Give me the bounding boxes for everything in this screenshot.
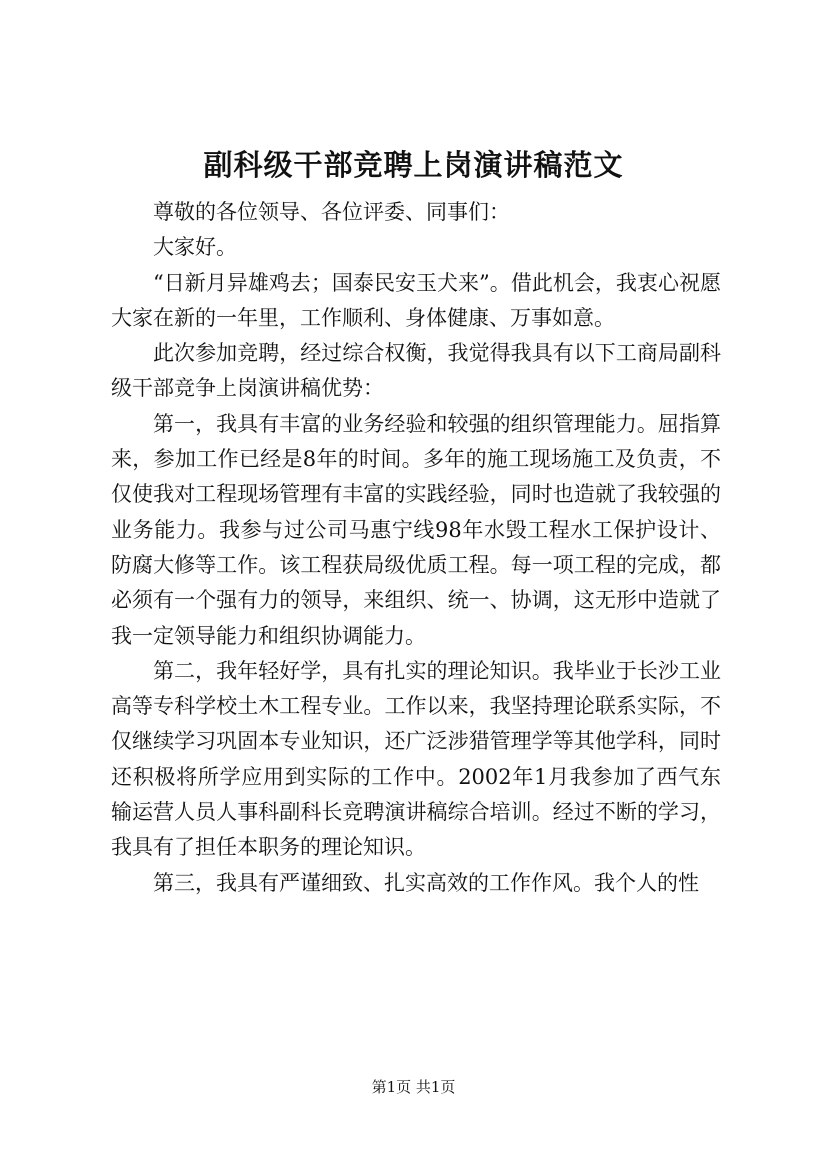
salutation-paragraph: 尊敬的各位领导、各位评委、同事们： — [153, 200, 510, 224]
document-title: 副科级干部竞聘上岗演讲稿范文 — [203, 148, 624, 182]
third-point-paragraph: 第三，我具有严谨细致、扎实高效的工作作风。我个人的性 — [153, 870, 699, 895]
first-point-paragraph: 第一，我具有丰富的业务经验和较强的组织管理能力。屈指算来，参加工作已经是8年的时间。多年的施工现场施工及负责，不仅使我对工程现场管理有丰富的实践经验，同时也造就了我较强的业务能力。我参与过公司马惠宁线98年水毁工程水工保护设计、防腐大修等工作。该工程获局级优质工程。每一项工程的完成，都必须有一个强有力的领导，来组织、统一、协调，这无形中造就了我一定领导能力和组织协调能力。 — [111, 411, 721, 648]
wishes-paragraph: “日新月异雄鸡去；国泰民安玉犬来”。借此机会，我衷心祝愿大家在新的一年里，工作顺利、身体健康、万事如意。 — [111, 270, 721, 330]
intro-paragraph: 此次参加竞聘，经过综合权衡，我觉得我具有以下工商局副科级干部竞争上岗演讲稿优势： — [111, 341, 721, 401]
greeting-paragraph: 大家好。 — [153, 235, 237, 260]
second-point-paragraph: 第二，我年轻好学，具有扎实的理论知识。我毕业于长沙工业高等专科学校土木工程专业。工作以来，我坚持理论联系实际，不仅继续学习巩固本专业知识，还广泛涉猎管理学等其他学科，同时还积极将所学应用到实际的工作中。2002年1月我参加了西气东输运营人员人事科副科长竞聘演讲稿综合培训。经过不断的学习，我具有了担任本职务的理论知识。 — [111, 658, 721, 860]
page-number-footer: 第1页 共1页 — [371, 1078, 456, 1096]
document-body — [111, 195, 721, 901]
